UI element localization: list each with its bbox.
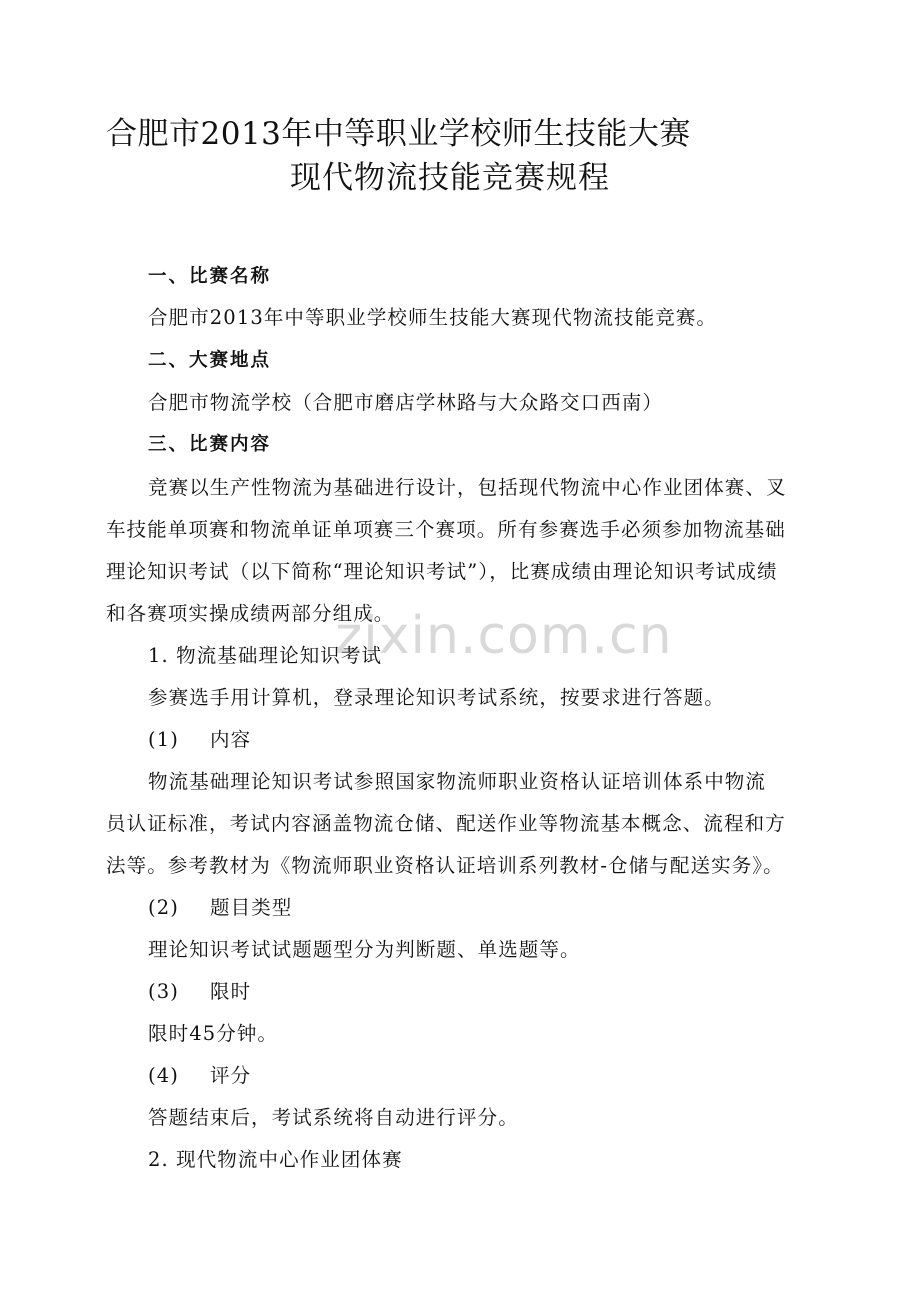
item-heading-theory-exam: 1. 物流基础理论知识考试 <box>148 644 383 667</box>
paragraph-line: 物流基础理论知识考试参照国家物流师职业资格认证培训体系中物流 <box>148 770 767 793</box>
subitem-number: (4) <box>148 1064 179 1087</box>
subitem-scoring <box>148 1060 251 1088</box>
paragraph-line: 员认证标准，考试内容涵盖物流仓储、配送作业等物流基本概念、流程和方 <box>106 812 786 835</box>
section-heading-competition-name: 一、比赛名称 <box>148 266 272 287</box>
subitem-label: 限时 <box>210 980 252 1003</box>
subitem-number: (3) <box>148 980 179 1003</box>
subitem-label: 内容 <box>210 728 252 751</box>
subitem-number: (1) <box>148 728 179 751</box>
paragraph-line: 理论知识考试（以下简称“理论知识考试”），比赛成绩由理论知识考试成绩 <box>106 560 778 583</box>
paragraph-line: 法等。参考教材为《物流师职业资格认证培训系列教材-仓储与配送实务》。 <box>106 854 784 877</box>
paragraph-line: 答题结束后，考试系统将自动进行评分。 <box>148 1106 519 1129</box>
watermark: zixin.com.cn <box>335 606 673 666</box>
item-heading-team-competition: 2. 现代物流中心作业团体赛 <box>148 1148 403 1171</box>
paragraph-line: 理论知识考试试题题型分为判断题、单选题等。 <box>148 938 581 961</box>
section-heading-content: 三、比赛内容 <box>148 434 272 455</box>
subitem-question-type <box>148 892 292 920</box>
section-heading-venue: 二、大赛地点 <box>148 350 272 371</box>
section-body-competition-name: 合肥市2013年中等职业学校师生技能大赛现代物流技能竞赛。 <box>148 306 718 329</box>
subitem-time-limit <box>148 976 251 1004</box>
paragraph-line: 车技能单项赛和物流单证单项赛三个赛项。所有参赛选手必须参加物流基础 <box>106 518 786 541</box>
subitem-number: (2) <box>148 896 179 919</box>
paragraph-line: 限时45分钟。 <box>148 1022 279 1045</box>
document-title-line1: 合肥市2013年中等职业学校师生技能大赛 <box>106 116 691 152</box>
subitem-label: 题目类型 <box>210 896 293 919</box>
section-body-venue: 合肥市物流学校（合肥市磨店学林路与大众路交口西南） <box>148 391 664 414</box>
paragraph-line: 竞赛以生产性物流为基础进行设计，包括现代物流中心作业团体赛、叉 <box>148 476 787 499</box>
subitem-label: 评分 <box>210 1064 252 1087</box>
document-title-line2: 现代物流技能竞赛规程 <box>290 160 610 196</box>
paragraph-line: 和各赛项实操成绩两部分组成。 <box>106 602 395 625</box>
item-body-theory-exam: 参赛选手用计算机，登录理论知识考试系统，按要求进行答题。 <box>148 686 725 709</box>
subitem-content <box>148 724 251 752</box>
